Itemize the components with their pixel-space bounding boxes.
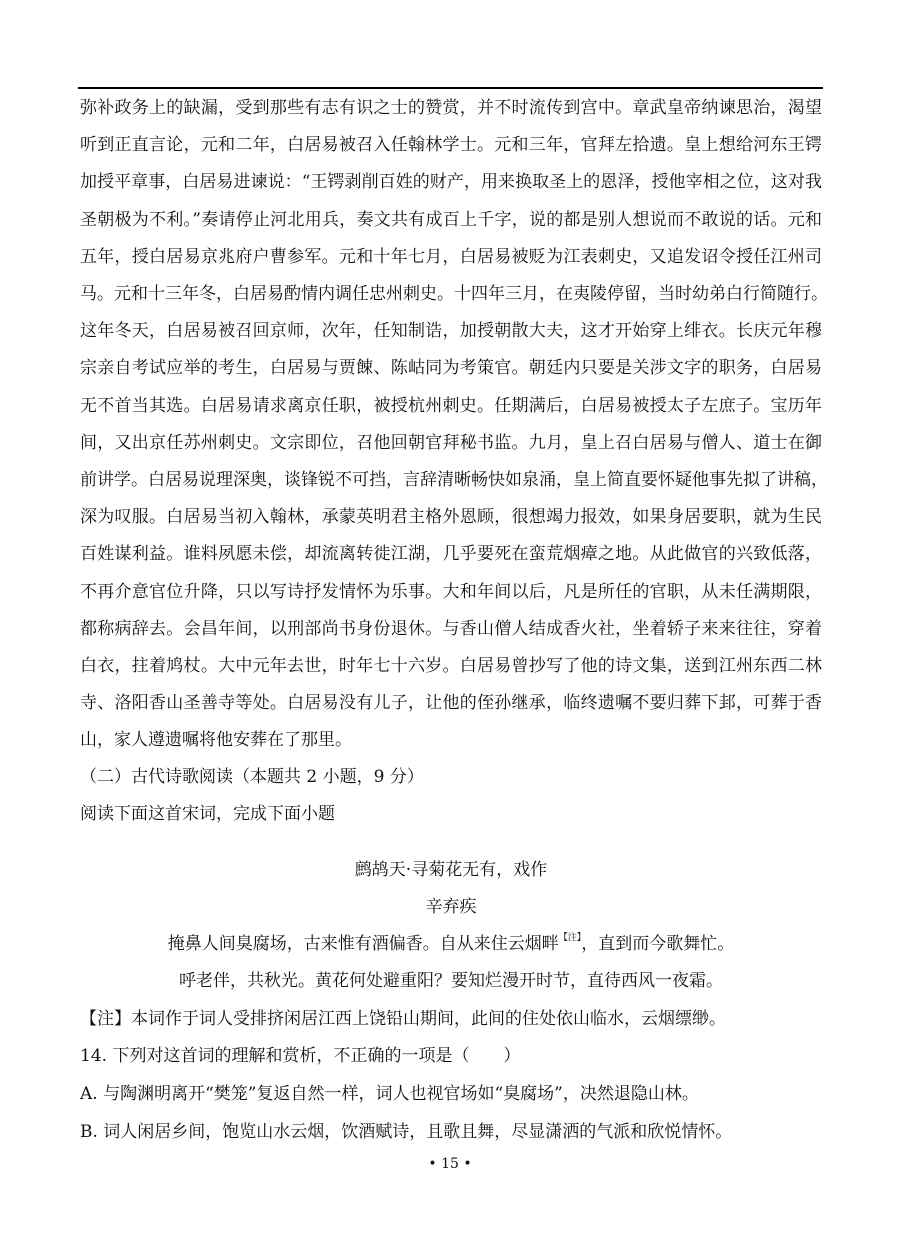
poem-line-2: 呼老伴，共秋光。黄花何处避重阳？要知烂漫开时节，直待西风一夜霜。	[179, 971, 723, 991]
passage-line: 弥补政务上的缺漏，受到那些有志有识之士的赞赏，并不时流传到宫中。章武皇帝纳谏思治，渴望	[80, 98, 822, 118]
poem-note: 【注】本词作于词人受排挤闲居江西上饶铅山期间，此间的住处依山临水，云烟缥缈。	[80, 1009, 726, 1029]
passage-line: 马。元和十三年冬，白居易酌情内调任忠州刺史。十四年三月，在夷陵停留，当时幼弟白行简随行。	[80, 284, 828, 304]
poem-line-1-b: ，直到而今歌舞忙。	[581, 934, 735, 954]
passage-line: 百姓谋利益。谁料夙愿未偿，却流离转徙江湖，几乎要死在蛮荒烟瘴之地。从此做官的兴致低落，	[80, 544, 822, 565]
passage-line: 都称病辞去。会昌年间，以刑部尚书身份退休。与香山僧人结成香火社，坐着轿子来来往往，穿着	[80, 618, 822, 639]
poem-line-1	[80, 933, 822, 955]
passage-line: 深为叹服。白居易当初入翰林，承蒙英明君主格外恩顾，很想竭力报效，如果身居要职，就为生民	[80, 507, 822, 528]
passage-line: 五年，授白居易京兆府户曹参军。元和十年七月，白居易被贬为江表刺史，又追发诏令授任江州司	[80, 246, 822, 267]
poem-line-1-a: 掩鼻人间臭腐场，古来惟有酒偏香。自从来住云烟畔	[167, 934, 559, 954]
passage-line: 无不首当其选。白居易请求离京任职，被授杭州刺史。任期满后，白居易被授太子左庶子。宝历年	[80, 395, 822, 416]
passage-line: 白衣，拄着鸠杖。大中元年去世，时年七十六岁。白居易曾抄写了他的诗文集，送到江州东西二林	[80, 656, 822, 676]
passage-line: 不再介意官位升降，只以写诗抒发情怀为乐事。大和年间以后，凡是所任的官职，从未任满期限，	[80, 581, 822, 602]
passage-line: 宗亲自考试应举的考生，白居易与贾餗、陈岵同为考策官。朝廷内只要是关涉文字的职务，白居易	[80, 358, 822, 379]
instruction: 阅读下面这首宋词，完成下面小题	[80, 804, 335, 824]
option-a: A. 与陶渊明离开“樊笼”复返自然一样，词人也视官场如“臭腐场”，决然退隐山林。	[80, 1084, 699, 1104]
poem-title: 鹧鸪天·寻菊花无有，戏作	[354, 860, 548, 880]
passage-line: 这年冬天，白居易被召回京师，次年，任知制诰，加授朝散大夫，这才开始穿上绯衣。长庆元年穆	[80, 321, 822, 342]
poem-author: 辛弃疾	[425, 897, 477, 917]
section-heading: （二）古代诗歌阅读（本题共 2 小题，9 分）	[80, 767, 424, 787]
option-b: B. 词人闲居乡间，饱览山水云烟，饮酒赋诗，且歌且舞，尽显潇洒的气派和欣悦情怀。	[80, 1122, 733, 1142]
header-rule	[78, 87, 823, 89]
question-stem: 14. 下列对这首词的理解和赏析，不正确的一项是（ ）	[80, 1046, 521, 1066]
passage-line: 前讲学。白居易说理深奥，谈锋锐不可挡，言辞清晰畅快如泉涌，皇上简直要怀疑他事先拟了讲稿，	[80, 470, 828, 490]
passage-line: 间，又出京任苏州刺史。文宗即位，召他回朝官拜秘书监。九月，皇上召白居易与僧人、道士在御	[80, 432, 822, 453]
passage-line: 山，家人遵遗嘱将他安葬在了那里。	[80, 730, 352, 751]
page-number: • 15 •	[428, 1156, 472, 1172]
passage-line: 寺、洛阳香山圣善寺等处。白居易没有儿子，让他的侄孙继承，临终遗嘱不要归葬下邽，可葬于香	[80, 693, 822, 714]
note-marker: 【注】	[558, 933, 582, 943]
passage-line: 听到正直言论，元和二年，白居易被召入任翰林学士。元和三年，官拜左拾遗。皇上想给河东王锷	[80, 135, 822, 156]
passage-line: 圣朝极为不利。”奏请停止河北用兵，奏文共有成百上千字，说的都是别人想说而不敢说的话。元和	[80, 209, 822, 230]
passage-line: 加授平章事，白居易进谏说：“王锷剥削百姓的财产，用来换取圣上的恩泽，授他宰相之位，这对我	[80, 172, 822, 193]
